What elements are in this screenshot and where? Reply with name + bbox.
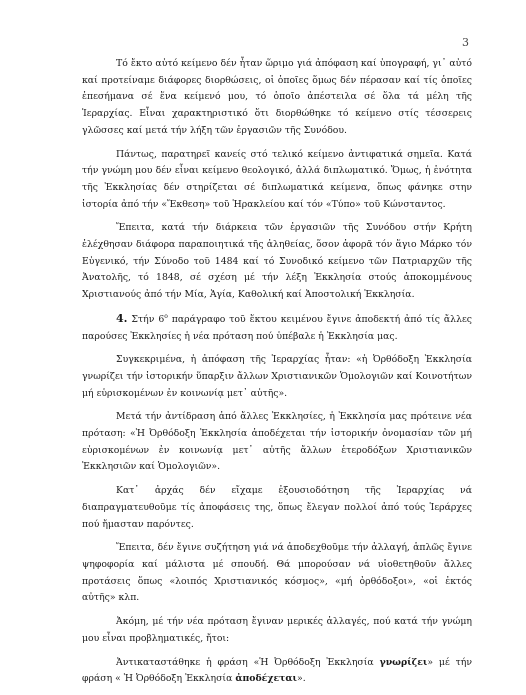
text-run: » μέ τήν φράση « Ἡ Ὀρθόδοξη Ἐκκλησία: [82, 656, 472, 685]
section-4-paragraph: [82, 311, 472, 345]
ordinal-suffix: ο: [164, 312, 168, 320]
section-number: 4.: [116, 311, 128, 325]
text-run: Ἀντικαταστάθηκε ἡ φράση «Ἡ Ὀρθόδοξη Ἐκκλησία: [116, 656, 380, 668]
paragraph: Τό ἔκτο αὐτό κείμενο δέν ἦταν ὥριμο γιά ἀπόφαση καί ὑπογραφή, γι᾿ αὐτό καί προτείναμε διάφορες διορθώσεις, οἱ ὁποῖες ὅμως δέν πέρασαν καί τίς ὁποῖες ἐπεσήμανα σέ ἕνα κείμενό μου, τό ὁποῖο ἀπέστειλα σέ ὅλα τά μέλη τῆς Ἱεραρχίας. Εἶναι χαρακτηριστικό ὅτι διορθώθηκε τό κείμενο στίς τέσσερεις γλῶσσες καί μετά τήν λήξη τῶν ἐργασιῶν τῆς Συνόδου.: [82, 58, 472, 136]
last-paragraph: [82, 655, 472, 688]
paragraph: Πάντως, παρατηρεῖ κανείς στό τελικό κείμενο ἀντιφατικά σημεῖα. Κατά τήν γνώμη μου δέν εἶναι κείμενο θεολογικό, ἀλλά διπλωματικό. Ὅμως, ἡ ἑνότητα τῆς Ἐκκλησίας δέν στηρίζεται σέ διπλωματικά κείμενα, ὅπως φάνηκε στην ἱστορία ἀπό τήν «Ἔκθεση» τοῦ Ἡρακλείου καί τόν «Τύπο» τοῦ Κώνσταντος.: [82, 148, 472, 210]
ordinal-base: 6: [158, 313, 165, 325]
paragraph: Μετά τήν ἀντίδραση ἀπό ἄλλες Ἐκκλησίες, ἡ Ἐκκλησία μας πρότεινε νέα πρόταση: «Ἡ Ὀρθόδοξη Ἐκκλησία ἀποδέχεται τήν ἱστορικήν ὀνομασίαν τῶν μή εὑρισκομένων ἐν κοινωνίᾳ μετ᾿ αὐτῆς ἄλλων ἑτεροδόξων Χριστιανικῶν Ἐκκλησιῶν καί Ὁμολογιῶν».: [82, 411, 472, 473]
bold-term: γνωρίζει: [379, 656, 428, 668]
paragraph: Ἀκόμη, μέ τήν νέα πρόταση ἔγιναν μερικές ἀλλαγές, πού κατά τήν γνώμη μου εἶναι προβληματικές, ἤτοι:: [82, 616, 472, 644]
page-number: 3: [462, 36, 469, 49]
section-prefix: Στήν: [131, 313, 155, 325]
ordinal: [158, 314, 168, 325]
paragraph: Συγκεκριμένα, ἡ ἀπόφαση τῆς Ἱεραρχίας ἦταν: «ἡ Ὀρθόδοξη Ἐκκλησία γνωρίζει τήν ἱστορικήν ὕπαρξιν ἄλλων Χριστιανικῶν Ὁμολογιῶν καί Κοινοτήτων μή εὑρισκομένων ἐν κοινωνίᾳ μετ᾿ αὐτῆς».: [82, 354, 472, 399]
paragraph: Κατ᾿ ἀρχάς δέν εἴχαμε ἐξουσιοδότηση τῆς Ἱεραρχίας νά διαπραγματευθοῦμε τίς ἀποφάσεις της, ὅπως ἔλεγαν πολλοί ἀπό τούς Ἱεράρχες πού ἤμασταν παρόντες.: [82, 485, 472, 530]
bold-term: ἀποδέχεται: [235, 673, 297, 685]
paragraph: Ἔπειτα, κατά τήν διάρκεια τῶν ἐργασιῶν τῆς Συνόδου στήν Κρήτη ἐλέχθησαν διάφορα παραποιητικά τῆς ἀληθείας, ὅσον ἀφορᾶ τόν ἅγιο Μάρκο τόν Εὐγενικό, τήν Σύνοδο τοῦ 1484 καί τό Συνοδικό κείμενο τῶν Πατριαρχῶν τῆς Ἀνατολῆς, τό 1848, σέ σχέση μέ τήν λέξη Ἐκκλησία στούς ἀποκομμένους Χριστιανούς ἀπό τήν Μία, Ἁγία, Καθολική καί Ἀποστολική Ἐκκλησία.: [82, 222, 472, 301]
section-text: παράγραφο τοῦ ἕκτου κειμένου ἔγινε ἀποδεκτή ἀπό τίς ἄλλες παρούσες Ἐκκλησίες ἡ νέα πρόταση πού ὑπέβαλε ἡ Ἐκκλησία μας.: [82, 313, 472, 342]
paragraph: Ἔπειτα, δέν ἔγινε συζήτηση γιά νά ἀποδεχθοῦμε τήν ἀλλαγή, ἁπλῶς ἔγινε ψηφοφορία καί μάλιστα μέ σπουδή. Θά μπορούσαν νά υἱοθετηθοῦν ἄλλες προτάσεις ὅπως «λοιπός Χριστιανικός κόσμος», «μή ὀρθόδοξοι», «οἱ ἐκτός αὐτῆς» κλπ.: [82, 542, 472, 604]
text-run: ».: [297, 673, 306, 685]
document-body: [82, 56, 472, 695]
